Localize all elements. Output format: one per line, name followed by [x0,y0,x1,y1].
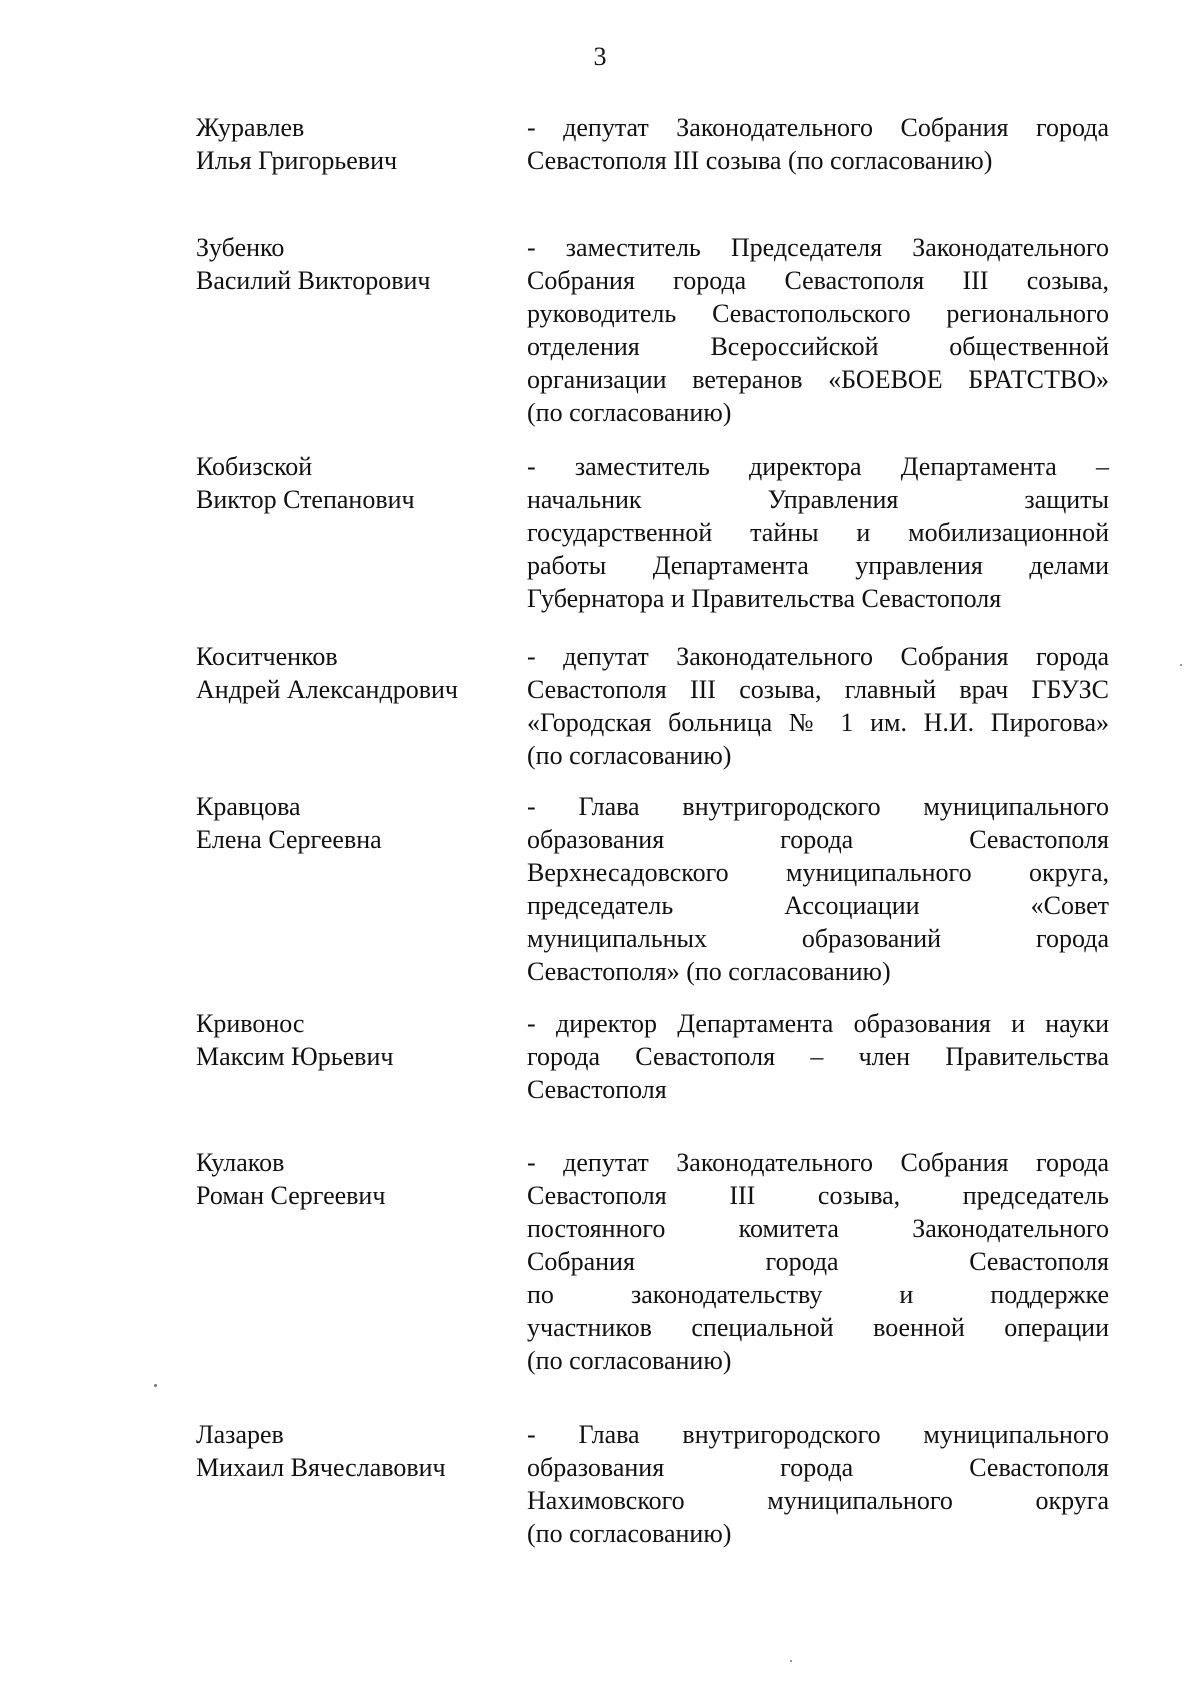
position-line: «Городская больница № 1 им. Н.И. Пирогова» [527,708,1109,737]
member-name [196,1418,516,1484]
position-line: председатель Ассоциации «Совет [527,891,1109,920]
position-line: Губернатора и Правительства Севастополя [527,584,1002,613]
member-given-names: Илья Григорьевич [196,146,398,175]
member-name [196,1007,516,1073]
position-line: организации ветеранов «БОЕВОЕ БРАТСТВО» [527,365,1109,394]
scan-speck [154,1384,157,1387]
position-line: Севастополя III созыва (по согласованию) [527,146,993,175]
position-line: муниципальных образований города [527,924,1109,953]
position-line: - Глава внутригородского муниципального [527,1420,1109,1449]
member-position [527,1146,1109,1377]
member-name [196,450,516,516]
position-line: Собрания города Севастополя [527,1247,1109,1276]
member-name [196,640,516,706]
position-line: участников специальной военной операции [527,1313,1109,1342]
position-line: - заместитель Председателя Законодательного [527,233,1109,262]
position-line: (по согласованию) [527,741,732,770]
member-name [196,111,516,177]
position-line: постоянного комитета Законодательного [527,1214,1109,1243]
position-line: государственной тайны и мобилизационной [527,518,1109,547]
scan-speck [1180,664,1182,666]
position-line: - директор Департамента образования и науки [527,1009,1109,1038]
position-line: Севастополя III созыва, председатель [527,1181,1109,1210]
member-given-names: Андрей Александрович [196,675,458,704]
position-line: Севастополя III созыва, главный врач ГБУЗС [527,675,1109,704]
member-position [527,231,1109,429]
member-given-names: Елена Сергеевна [196,825,382,854]
member-surname: Зубенко [196,233,285,262]
member-name [196,1146,516,1212]
member-position [527,111,1109,177]
member-position [527,450,1109,615]
member-surname: Лазарев [196,1420,284,1449]
position-line: Нахимовского муниципального округа [527,1486,1109,1515]
position-line: по законодательству и поддержке [527,1280,1109,1309]
member-name [196,231,516,297]
member-surname: Кобизской [196,452,313,481]
position-line: отделения Всероссийской общественной [527,332,1109,361]
member-given-names: Максим Юрьевич [196,1042,394,1071]
position-line: работы Департамента управления делами [527,551,1109,580]
member-name [196,790,516,856]
member-surname: Журавлев [196,113,305,142]
member-surname: Кравцова [196,792,301,821]
member-surname: Коситченков [196,642,338,671]
member-position [527,640,1109,772]
position-line: руководитель Севастопольского регионального [527,299,1109,328]
member-position [527,790,1109,988]
position-line: Севастополя [527,1075,667,1104]
position-line: (по согласованию) [527,1346,732,1375]
position-line: образования города Севастополя [527,1453,1109,1482]
member-position [527,1418,1109,1550]
position-line: начальник Управления защиты [527,485,1109,514]
member-given-names: Михаил Вячеславович [196,1453,446,1482]
position-line: - депутат Законодательного Собрания города [527,642,1109,671]
position-line: - Глава внутригородского муниципального [527,792,1109,821]
position-line: - депутат Законодательного Собрания города [527,113,1109,142]
position-line: (по согласованию) [527,1519,732,1548]
position-line: Севастополя» (по согласованию) [527,957,891,986]
position-line: - заместитель директора Департамента – [527,452,1109,481]
position-line: Собрания города Севастополя III созыва, [527,266,1109,295]
member-given-names: Роман Сергеевич [196,1181,386,1210]
page-number: 3 [593,42,607,71]
member-surname: Кулаков [196,1148,285,1177]
position-line: Верхнесадовского муниципального округа, [527,858,1109,887]
position-line: (по согласованию) [527,398,732,427]
position-line: образования города Севастополя [527,825,1109,854]
position-line: - депутат Законодательного Собрания города [527,1148,1109,1177]
member-given-names: Виктор Степанович [196,485,415,514]
member-position [527,1007,1109,1106]
scan-speck [790,1660,792,1662]
position-line: города Севастополя – член Правительства [527,1042,1109,1071]
member-given-names: Василий Викторович [196,266,431,295]
member-surname: Кривонос [196,1009,305,1038]
